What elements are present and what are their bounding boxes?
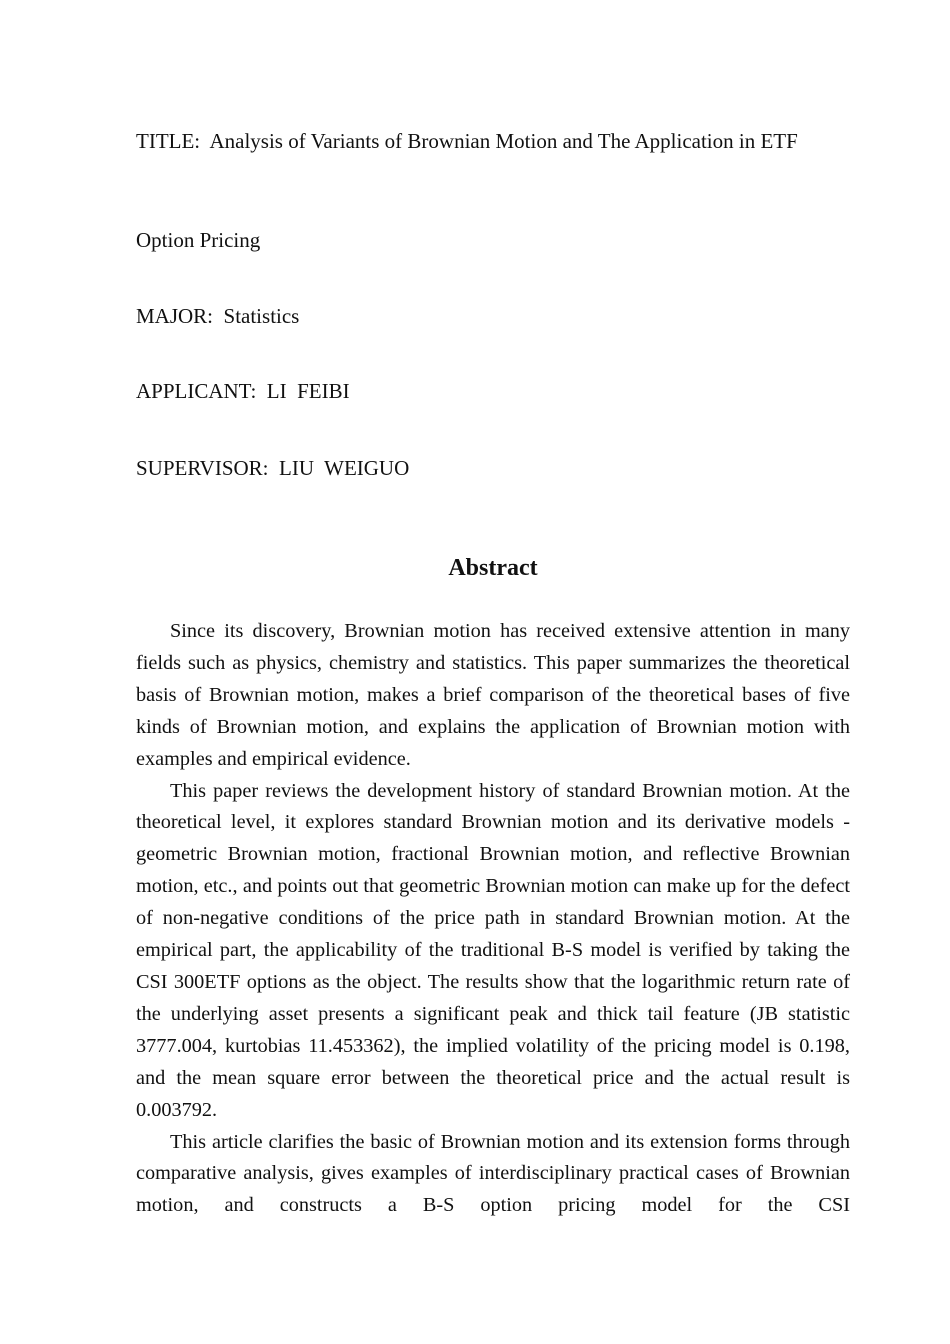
abstract-paragraph-3: This article clarifies the basic of Brownian motion and its extension forms through comparative analysis, gives examples of interdisciplinary practical cases of Brownian motion, and constructs a B-S option pricing model for the CSI	[136, 1130, 850, 1217]
major-line: MAJOR: Statistics	[136, 304, 300, 328]
abstract-heading: Abstract	[448, 555, 538, 581]
supervisor-line: SUPERVISOR: LIU WEIGUO	[136, 456, 410, 480]
abstract-paragraph-1: Since its discovery, Brownian motion has received extensive attention in many fields such as physics, chemistry and statistics. This paper summarizes the theoretical basis of Brownian motion, makes a brief comparison of the theoretical bases of five kinds of Brownian motion, and explains the application of Brownian motion with examples and empirical evidence.	[136, 620, 850, 770]
applicant-line: APPLICANT: LI FEIBI	[136, 379, 350, 403]
title-line-1: TITLE: Analysis of Variants of Brownian Motion and The Application in ETF	[136, 129, 798, 153]
abstract-paragraph-2: This paper reviews the development history of standard Brownian motion. At the theoretical level, it explores standard Brownian motion and its derivative models - geometric Brownian motion, fractional Brownian motion, and reflective Brownian motion, etc., and points out that geometric Brownian motion can make up for the defect of non-negative conditions of the price path in standard Brownian motion. At the empirical part, the applicability of the traditional B-S model is verified by taking the CSI 300ETF options as the object. The results show that the logarithmic return rate of the underlying asset presents a significant peak and thick tail feature (JB statistic 3777.004, kurtobias 11.453362), the implied volatility of the pricing model is 0.198, and the mean square error between the theoretical price and the actual result is 0.003792.	[136, 779, 850, 1121]
title-line-2: Option Pricing	[136, 228, 261, 252]
abstract-body	[136, 616, 850, 1222]
